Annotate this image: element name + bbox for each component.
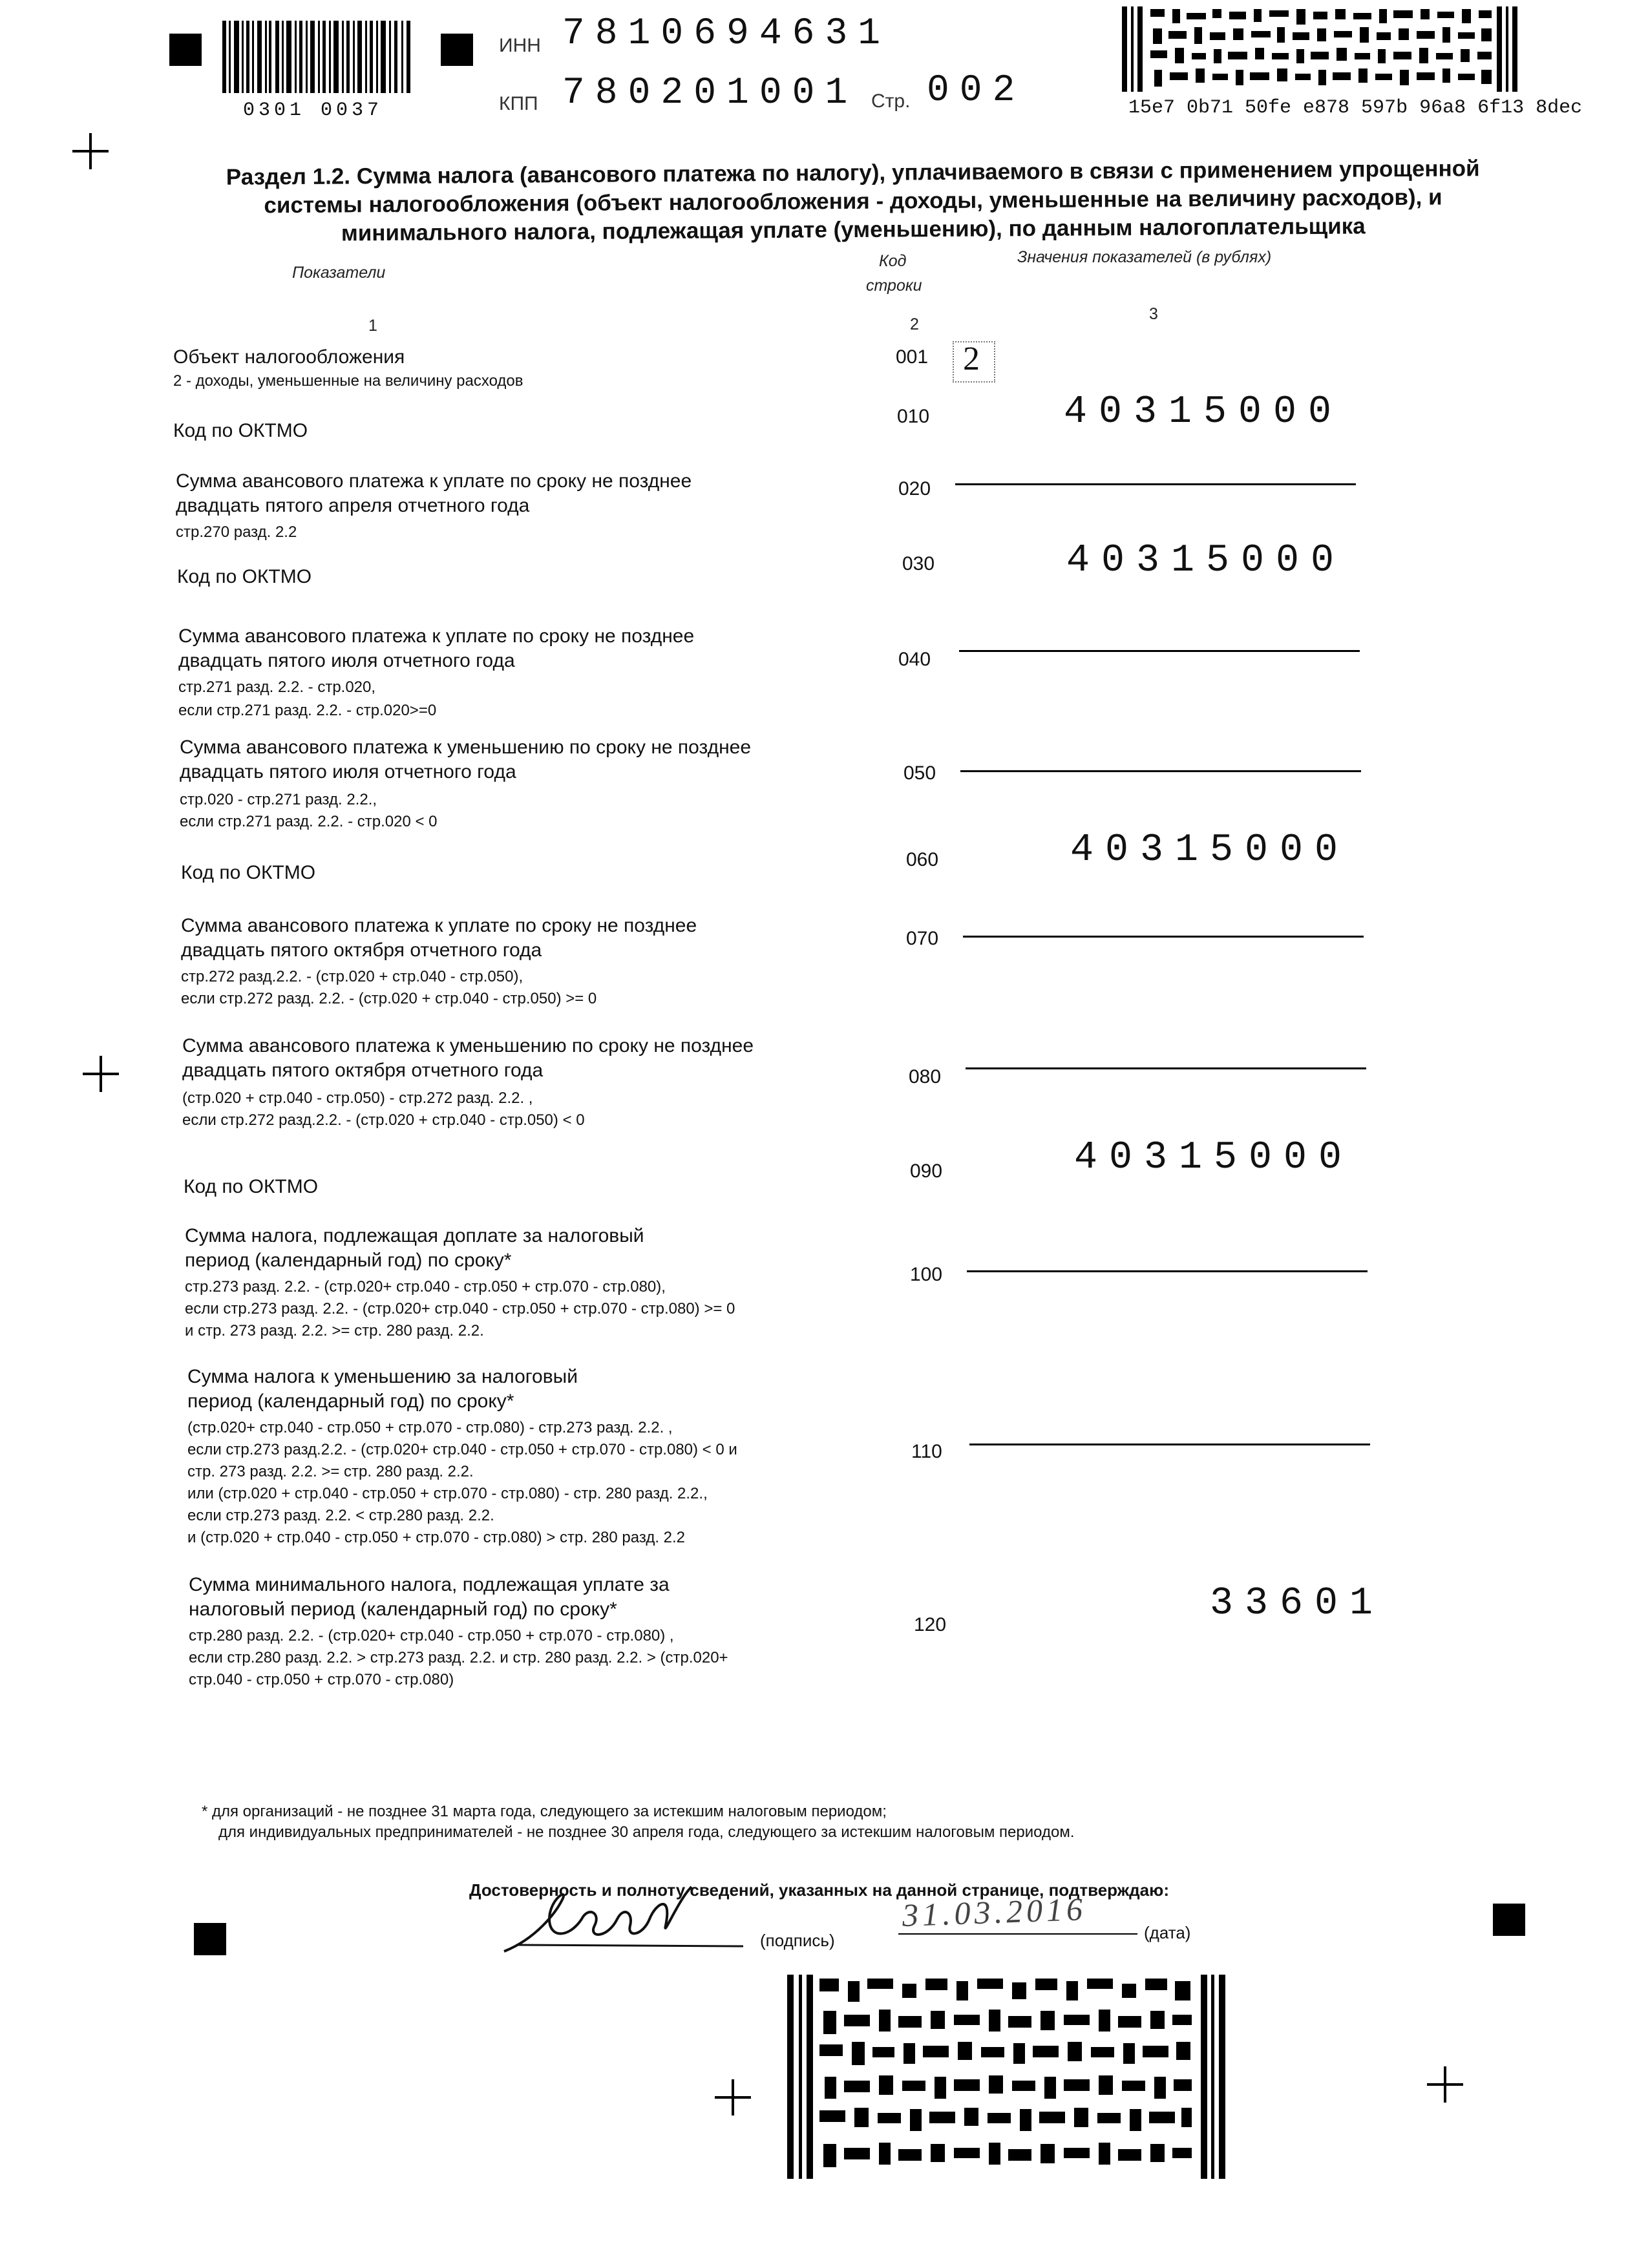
row-060-code: 060 [906,849,939,870]
row-010-value: 40315000 [1064,390,1344,434]
page-label: Стр. [871,90,911,112]
row-030-title: Код по ОКТМО [177,566,312,587]
row-120-value: 33601 [1210,1582,1385,1626]
row-120-title-line2: налоговый период (календарный год) по сроку* [189,1599,617,1620]
row-120-formula-1: стр.280 разд. 2.2. - (стр.020+ стр.040 - стр.050 + стр.070 - стр.080) , [189,1627,674,1644]
row-060-value: 40315000 [1070,828,1350,872]
page-value: 002 [927,70,1026,112]
row-070-title-line2: двадцать пятого октября отчетного года [181,940,542,961]
crosshair-middle-left [83,1056,119,1092]
row-110-formula-1: (стр.020+ стр.040 - стр.050 + стр.070 - стр.080) - стр.273 разд. 2.2. , [187,1419,673,1436]
row-100-code: 100 [910,1264,943,1285]
row-030-value: 40315000 [1066,539,1346,583]
column-number-3: 3 [1149,305,1158,323]
crosshair-top-left [72,133,109,169]
column-header-indicators: Показатели [292,264,386,282]
column-number-2: 2 [910,315,919,333]
column-header-code-line1: Код [879,252,907,270]
row-050-formula-2: если стр.271 разд. 2.2. - стр.020 < 0 [180,813,438,830]
row-040-formula-1: стр.271 разд. 2.2. - стр.020, [178,678,376,696]
crosshair-bottom-right [1427,2066,1463,2103]
row-050-code: 050 [903,762,936,784]
row-080-formula-1: (стр.020 + стр.040 - стр.050) - стр.272 разд. 2.2. , [182,1089,533,1107]
date-underline [898,1933,1137,1935]
row-120-code: 120 [914,1614,947,1635]
row-080-title-line1: Сумма авансового платежа к уменьшению по сроку не позднее [182,1035,754,1056]
row-100-formula-3: и стр. 273 разд. 2.2. >= стр. 280 разд. 2.2. [185,1322,484,1339]
row-090-code: 090 [910,1160,943,1182]
row-010-title: Код по ОКТМО [173,420,308,441]
row-110-formula-2: если стр.273 разд.2.2. - (стр.020+ стр.040 - стр.050 + стр.070 - стр.080) < 0 и [187,1441,737,1458]
inn-label: ИНН [499,35,541,56]
row-120-formula-2: если стр.280 разд. 2.2. > стр.273 разд. 2.2. и стр. 280 разд. 2.2. > (стр.020+ [189,1649,728,1666]
crosshair-bottom-center [715,2079,751,2116]
row-100-formula-1: стр.273 разд. 2.2. - (стр.020+ стр.040 - стр.050 + стр.070 - стр.080), [185,1278,666,1296]
row-050-value-dash [960,770,1361,772]
row-070-title-line1: Сумма авансового платежа к уплате по сроку не позднее [181,915,697,936]
row-080-formula-2: если стр.272 разд.2.2. - (стр.020 + стр.040 - стр.050) < 0 [182,1111,585,1129]
row-040-formula-2: если стр.271 разд. 2.2. - стр.020>=0 [178,702,437,719]
row-001-value: 2 [963,341,980,377]
row-110-title-line2: период (календарный год) по сроку* [187,1391,514,1412]
row-100-formula-2: если стр.273 разд. 2.2. - (стр.020+ стр.040 - стр.050 + стр.070 - стр.080) >= 0 [185,1300,735,1318]
barcode-hash-code: 15e7 0b71 50fe e878 597b 96a8 6f13 8dec [1128,97,1583,119]
footnote-line2: для индивидуальных предпринимателей - не позднее 30 апреля года, следующего за истекшим налоговым периодом. [218,1823,1075,1841]
row-060-title: Код по ОКТМО [181,862,316,883]
row-110-formula-6: и (стр.020 + стр.040 - стр.050 + стр.070 - стр.080) > стр. 280 разд. 2.2 [187,1529,686,1546]
row-110-value-dash [969,1444,1370,1445]
row-040-code: 040 [898,649,931,670]
row-050-formula-1: стр.020 - стр.271 разд. 2.2., [180,791,377,808]
registration-marker-top-center [441,34,473,66]
registration-marker-bottom-right [1493,1904,1525,1936]
barcode-2d-bottom [787,1975,1227,2179]
row-020-formula: стр.270 разд. 2.2 [176,523,297,541]
row-040-value-dash [959,650,1360,652]
column-header-values: Значения показателей (в рублях) [1017,248,1272,266]
row-040-title-line2: двадцать пятого июля отчетного года [178,650,515,671]
row-110-formula-5: если стр.273 разд. 2.2. < стр.280 разд. 2.2. [187,1507,494,1524]
signature [498,1874,756,1964]
barcode-2d-top-right [1122,6,1523,92]
section-title: Раздел 1.2. Сумма налога (авансового платежа по налогу), уплачиваемого в связи с применением упрощенной системы налогообложения (объект налогообложения - доходы, уменьшенные на величину расходов), и минимального налога, подлежащая уплате (уменьшению), по данным налогоплательщика [226,156,1480,246]
row-050-title-line2: двадцать пятого июля отчетного года [180,761,516,782]
footnote-line1: * для организаций - не позднее 31 марта года, следующего за истекшим налоговым периодом; [202,1803,887,1820]
row-070-formula-2: если стр.272 разд. 2.2. - (стр.020 + стр.040 - стр.050) >= 0 [181,990,597,1007]
column-header-code-line2: строки [866,277,922,295]
row-100-value-dash [967,1270,1368,1272]
row-120-formula-3: стр.040 - стр.050 + стр.070 - стр.080) [189,1671,454,1688]
row-020-value-dash [955,483,1356,485]
row-110-formula-4: или (стр.020 + стр.040 - стр.050 + стр.070 - стр.080) - стр. 280 разд. 2.2., [187,1485,708,1502]
row-010-code: 010 [897,406,930,427]
row-020-title-line1: Сумма авансового платежа к уплате по сроку не позднее [176,470,692,492]
row-090-title: Код по ОКТМО [184,1176,319,1197]
row-001-title: Объект налогообложения [173,346,405,368]
row-110-formula-3: стр. 273 разд. 2.2. >= стр. 280 разд. 2.2. [187,1463,474,1480]
row-080-title-line2: двадцать пятого октября отчетного года [182,1060,544,1081]
row-040-title-line1: Сумма авансового платежа к уплате по сроку не позднее [178,625,695,647]
row-120-title-line1: Сумма минимального налога, подлежащая уплате за [189,1574,670,1595]
row-020-code: 020 [898,478,931,499]
row-100-title-line1: Сумма налога, подлежащая доплате за налоговый [185,1225,644,1246]
row-090-value: 40315000 [1074,1136,1354,1180]
signature-label: (подпись) [760,1931,835,1950]
registration-marker-bottom-left [194,1923,226,1955]
row-080-value-dash [966,1067,1366,1069]
kpp-value: 780201001 [562,72,858,114]
confirmation-text: Достоверность и полноту сведений, указанных на данной странице, подтверждаю: [469,1880,1169,1900]
inn-value: 7810694631 [562,13,891,55]
date-label: (дата) [1144,1923,1191,1942]
row-100-title-line2: период (календарный год) по сроку* [185,1250,512,1271]
barcode-number: 0301 0037 [243,100,383,121]
row-070-code: 070 [906,928,939,949]
row-001-code: 001 [896,346,929,368]
row-001-subtitle: 2 - доходы, уменьшенные на величину расходов [173,372,523,390]
row-070-value-dash [963,936,1364,938]
barcode-top-left [220,19,414,96]
kpp-label: КПП [499,93,538,114]
row-030-code: 030 [902,553,935,574]
date-value: 31.03.2016 [902,1891,1087,1933]
row-050-title-line1: Сумма авансового платежа к уменьшению по сроку не позднее [180,737,752,758]
column-number-1: 1 [368,317,377,335]
row-110-code: 110 [911,1441,942,1462]
row-080-code: 080 [909,1066,942,1087]
row-020-title-line2: двадцать пятого апреля отчетного года [176,495,530,516]
row-070-formula-1: стр.272 разд.2.2. - (стр.020 + стр.040 - стр.050), [181,968,523,985]
registration-marker-top-left [169,34,202,66]
row-110-title-line1: Сумма налога к уменьшению за налоговый [187,1366,578,1387]
